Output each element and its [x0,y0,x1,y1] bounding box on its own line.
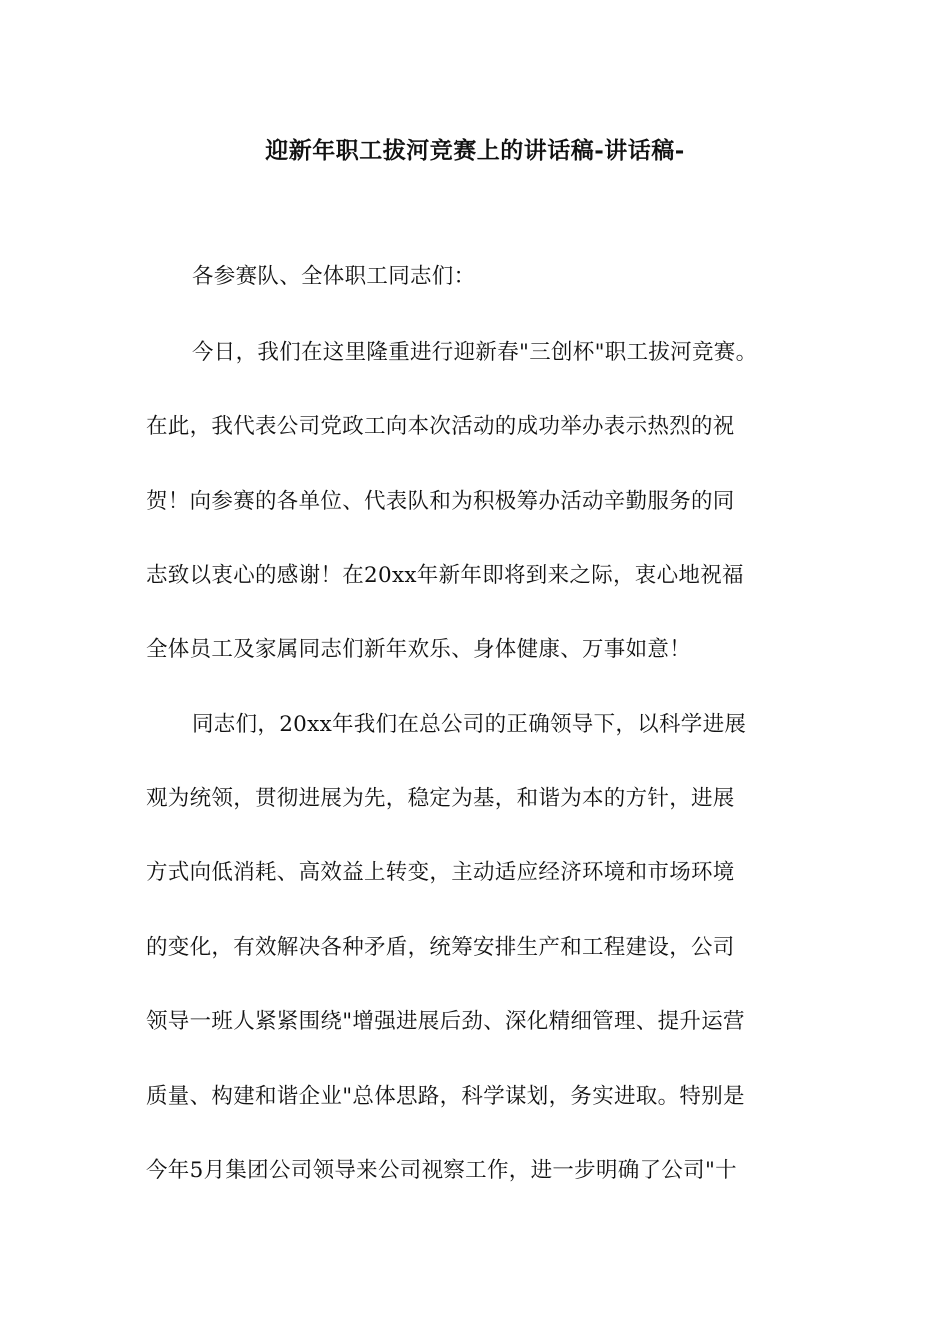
paragraph-2-line-3: 方式向低消耗、高效益上转变，主动适应经济环境和市场环境 [146,860,735,885]
salutation-line: 各参赛队、全体职工同志们： [192,264,476,289]
paragraph-2-line-4: 的变化，有效解决各种矛盾，统筹安排生产和工程建设，公司 [146,935,735,960]
paragraph-1-line-2: 在此，我代表公司党政工向本次活动的成功举办表示热烈的祝 [146,414,735,439]
paragraph-2-line-6: 质量、构建和谐企业"总体思路，科学谋划，务实进取。特别是 [146,1084,745,1109]
paragraph-2-line-2: 观为统领，贯彻进展为先，稳定为基，和谐为本的方针，进展 [146,786,735,811]
paragraph-2-line-5: 领导一班人紧紧围绕"增强进展后劲、深化精细管理、提升运营 [146,1009,745,1034]
paragraph-1-line-5: 全体员工及家属同志们新年欢乐、身体健康、万事如意！ [146,637,692,662]
paragraph-2-line-7: 今年5月集团公司领导来公司视察工作，进一步明确了公司"十 [146,1158,737,1183]
paragraph-1-line-3: 贺！向参赛的各单位、代表队和为积极筹办活动辛勤服务的同 [146,489,735,514]
paragraph-1-line-1: 今日，我们在这里隆重进行迎新春"三创杯"职工拔河竞赛。 [192,340,758,365]
paragraph-1-line-4: 志致以衷心的感谢！在20xx年新年即将到来之际，衷心地祝福 [146,563,744,588]
document-title: 迎新年职工拔河竞赛上的讲话稿-讲话稿- [265,137,685,164]
paragraph-2-line-1: 同志们，20xx年我们在总公司的正确领导下，以科学进展 [192,712,747,737]
